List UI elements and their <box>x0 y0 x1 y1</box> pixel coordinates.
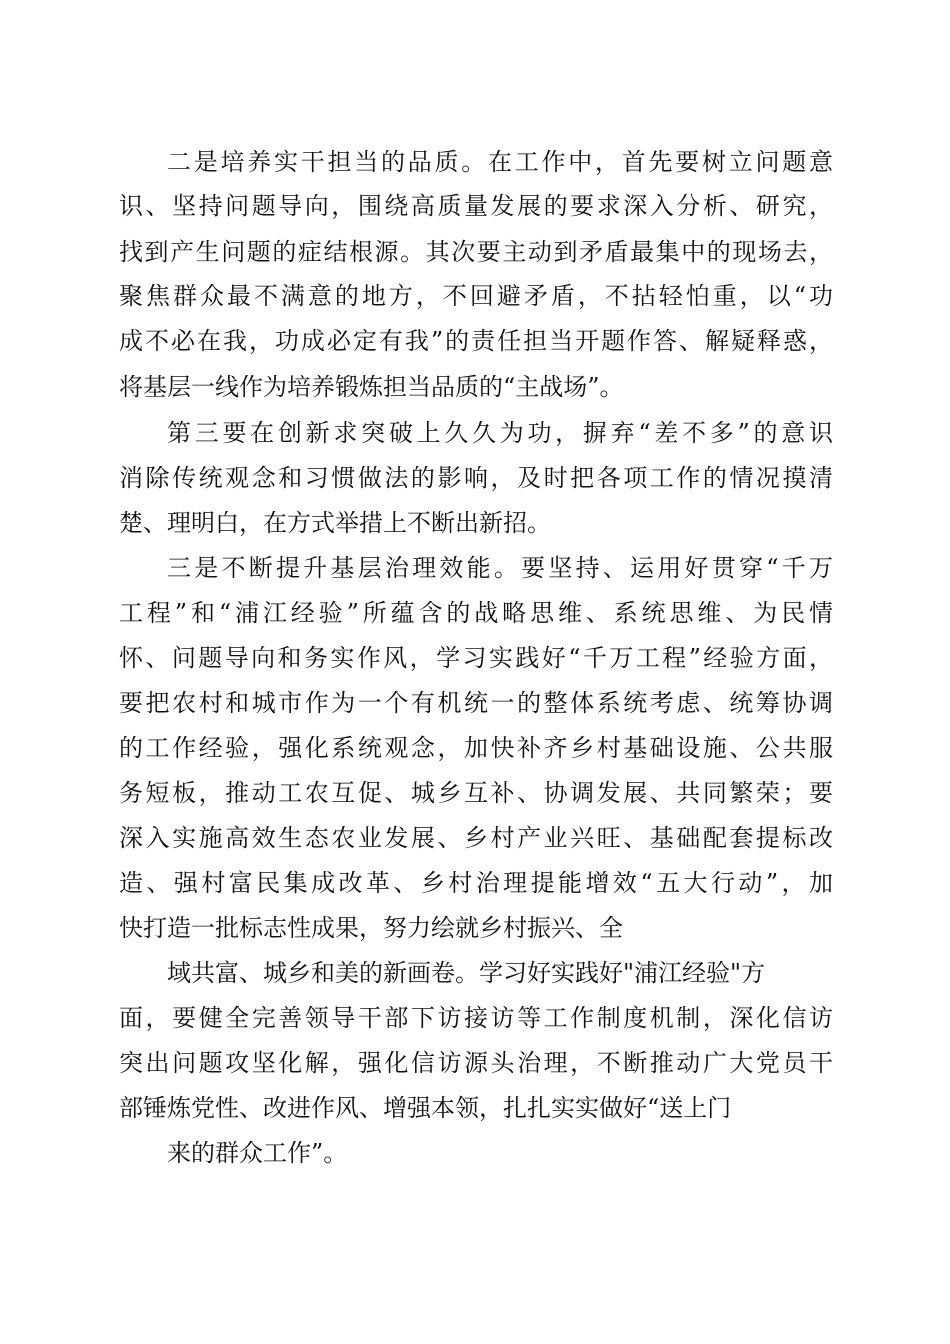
paragraph-1-line-1: 二是培养实干担当的品质。在工作中，首先要树立问题意 <box>167 148 833 176</box>
paragraph-1-line-3: 找到产生问题的症结根源。其次要主动到矛盾最集中的现场去， <box>119 238 833 266</box>
paragraph-3-line-7: 深入实施高效生态农业发展、乡村产业兴旺、基础配套提标改 <box>119 824 833 852</box>
paragraph-4-line-4: 部锤炼党性、改进作风、增强本领，扎扎实实做好“送上门 <box>119 1094 732 1122</box>
paragraph-1-line-5: 成不必在我，功成必定有我”的责任担当开题作答、解疑释惑， <box>119 327 833 355</box>
paragraph-1-line-4: 聚焦群众最不满意的地方，不回避矛盾，不拈轻怕重，以“功 <box>119 282 833 310</box>
paragraph-3-line-6: 务短板，推动工农互促、城乡互补、协调发展、共同繁荣；要 <box>119 779 833 807</box>
paragraph-4-line-2: 面，要健全完善领导干部下访接访等工作制度机制，深化信访 <box>119 1004 833 1032</box>
paragraph-3-line-5: 的工作经验，强化系统观念，加快补齐乡村基础设施、公共服 <box>119 734 833 762</box>
paragraph-2-line-3: 楚、理明白，在方式举措上不断出新招。 <box>119 509 551 537</box>
paragraph-3-line-9: 快打造一批标志性成果，努力绘就乡村振兴、全 <box>119 914 623 942</box>
paragraph-2-line-1: 第三要在创新求突破上久久为功，摒弃“差不多”的意识 <box>167 419 833 447</box>
paragraph-4-line-1: 域共富、城乡和美的新画卷。学习好实践好"浦江经验"方 <box>167 959 766 987</box>
paragraph-3-line-3: 怀、问题导向和务实作风，学习实践好“千万工程”经验方面， <box>119 644 833 672</box>
paragraph-5-line-1: 来的群众工作”。 <box>167 1139 348 1167</box>
paragraph-2-line-2: 消除传统观念和习惯做法的影响，及时把各项工作的情况摸清 <box>119 464 833 492</box>
paragraph-1-line-2: 识、坚持问题导向，围绕高质量发展的要求深入分析、研究， <box>119 192 833 220</box>
paragraph-3-line-2: 工程”和“浦江经验”所蕴含的战略思维、系统思维、为民情 <box>119 599 833 627</box>
paragraph-3-line-1: 三是不断提升基层治理效能。要坚持、运用好贯穿“千万 <box>167 554 833 582</box>
paragraph-3-line-4: 要把农村和城市作为一个有机统一的整体系统考虑、统筹协调 <box>119 689 833 717</box>
paragraph-4-line-3: 突出问题攻坚化解，强化信访源头治理，不断推动广大党员干 <box>119 1049 833 1077</box>
paragraph-1-line-6: 将基层一线作为培养锻炼担当品质的“主战场”。 <box>119 373 624 401</box>
paragraph-3-line-8: 造、强村富民集成改革、乡村治理提能增效“五大行动”，加 <box>119 869 833 897</box>
